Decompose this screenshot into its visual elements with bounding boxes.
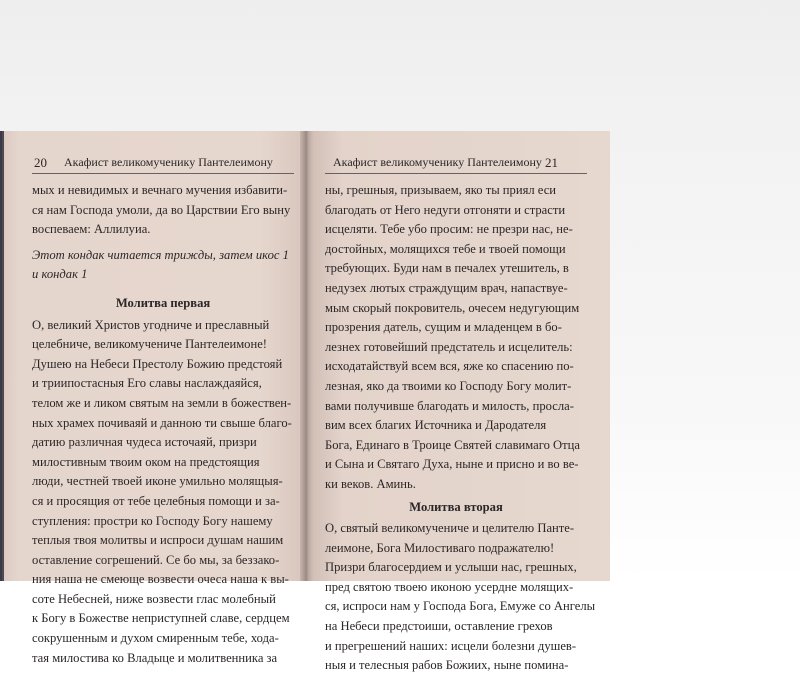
text-line: милостивным твоим оком на предстоящия [32,454,260,469]
text-line: ныя и телесныя рабов Божиих, ныне помина- [325,658,569,673]
text-line: ступления: простри ко Господу Богу нашему [32,513,273,528]
header-rule [325,173,587,174]
text-line: исцеляти. Тебе убо просим: не презри нас, не- [325,222,573,237]
left-page [4,131,304,665]
page-number: 20 [34,155,47,170]
text-line: ния наша не смеюще возвести очеса наша к вы- [32,572,289,587]
text-line: О, святый великомучениче и целителю Панте- [325,521,575,536]
text-line: вим всех благих Источника и Дародателя [325,418,547,433]
text-line: воспеваем: Аллилуиа. [32,222,151,237]
prayer-heading: Молитва вторая [409,499,503,514]
text-line: люди, честней твоей иконе умильно молящыя- [32,474,283,489]
text-line: лезная, яко да твоими ко Господу Богу молит- [325,378,572,393]
text-line: Бога, Единаго в Троице Святей славимаго Отца [325,437,580,452]
text-line: теплыя твоя молитвы и испроси душам нашим [32,533,284,548]
text-line: достойных, молящихся тебе и твоей помощи [325,241,566,256]
text-line: датию различная чудеса источаяй, призри [32,435,257,450]
text-line: к Богу в Божестве неприступней славе, сердцем [32,611,290,626]
text-line: ся и просящия от тебе целебныя помощи и за- [32,493,280,508]
book-gutter [300,131,314,581]
text-line: и прегрешений наших: исцели болезни душев- [325,638,577,653]
text-line: целебниче, великомучениче Пантелеимоне! [32,337,267,352]
text-line: мых и невидимых и вечнаго мучения избавити- [32,183,288,197]
text-line: сокрушенным и духом смиренным тебе, хода- [32,631,279,646]
running-title: Акафист великомученику Пантелеимону [64,155,273,169]
text-line: Призри благосердием и услыши нас, грешных, [325,560,577,575]
text-line: О, великий Христов угодниче и преславный [32,317,270,332]
text-line: ся нам Господа умоли, да во Царствии Его выну [32,202,291,217]
text-line: пред святою твоею иконою усердне молящих- [325,579,574,594]
page-text [325,181,596,676]
text-line: недузех лютых страждущим врач, напаствуе- [325,280,568,295]
text-line: прозрения датель, сущим и младенцем в бо- [325,320,562,335]
text-line: ны, грешныя, призываем, яко ты приял еси [325,183,557,197]
text-line: на Небеси предстоиши, оставление грехов [325,619,553,634]
text-line: тая милостива ко Владыце и молитвенника за [32,650,278,665]
text-line: и Сына и Святаго Духа, ныне и присно и во ве- [325,457,579,472]
running-title: Акафист великомученику Пантелеимону [333,155,542,169]
instruction-line: Этот кондак читается трижды, затем икос 1 [32,247,289,262]
page-text [32,181,294,668]
instruction-line: и кондак 1 [32,267,88,282]
text-line: вами получивше благодать и милость, просла- [325,398,574,413]
prayer-heading: Молитва первая [115,295,211,310]
text-line: ся, испроси нам у Господа Бога, Емуже со Ангелы [325,599,596,614]
text-line: Душею на Небеси Престолу Божию предстояй [32,356,283,371]
text-line: леимоне, Бога Милостиваго подражателю! [325,540,555,555]
text-line: соте Небесней, ниже возвести глас молебный [32,591,276,606]
text-line: ки веков. Аминь. [325,476,416,491]
text-line: благодать от Него недуги отгоняти и страсти [325,202,566,217]
right-page [313,131,610,673]
page-number: 21 [545,155,558,170]
text-line: и триипостасныя Его славы наслаждаяйся, [32,376,262,391]
text-line: требующих. Буди нам в печалех утешитель, в [325,261,569,276]
text-line: лезнех готовейший предстатель и исцелитель: [325,339,573,354]
header-rule [32,173,294,174]
text-line: мым скорый покровитель, очесем недугующим [325,300,580,315]
text-line: исходатайствуй всем вся, яже ко спасению по- [325,359,574,374]
text-line: оставление согрешений. Се бо мы, за беззако- [32,552,280,567]
text-line: ных храмех почиваяй и данною ти свыше благо- [32,415,292,430]
text-line: телом же и ликом святым на земли в божествен- [32,395,292,410]
